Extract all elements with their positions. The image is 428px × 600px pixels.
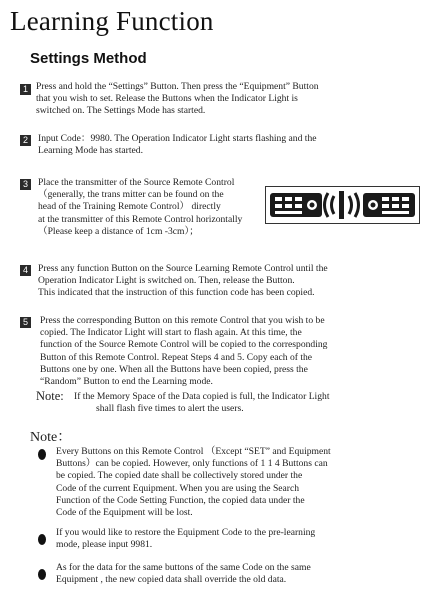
section-subtitle: Settings Method <box>30 50 147 67</box>
note-2-item-2-line: If you would like to restore the Equipment Code to the pre-learning <box>56 527 316 538</box>
step-3-line: head of the Training Remote Control） directly <box>38 201 221 213</box>
step-3-line: （generally, the trans mitter can be found on the <box>38 189 224 201</box>
step-5-line: “Random” Button to end the Learning mode. <box>40 376 213 388</box>
note-2-item-2 <box>56 527 315 551</box>
note-2-item-1-line: be copied. The copied date shall be collectively stored under the <box>56 470 303 482</box>
step-number-3: 3 <box>20 179 31 190</box>
step-5-text <box>40 315 327 388</box>
note-1-text <box>74 391 330 415</box>
note-2-item-1-line: Code of the current Equipment. When you are using the Search <box>56 482 300 494</box>
step-number-4: 4 <box>20 265 31 276</box>
note-2-label: Note： <box>30 430 72 445</box>
step-2-line: Input Code：9980. The Operation Indicator Light starts flashing and the <box>38 133 317 144</box>
step-number-1: 1 <box>20 84 31 95</box>
note-1-label: Note: <box>36 389 64 403</box>
step-number-5: 5 <box>20 317 31 328</box>
bullet-dot-icon <box>38 534 46 545</box>
bullet-dot-icon <box>38 449 46 460</box>
note-2-item-3 <box>56 562 311 586</box>
step-3-text <box>38 177 242 238</box>
step-5-line: Button of this Remote Control. Repeat Steps 4 and 5. Copy each of the <box>40 351 313 363</box>
step-3-line: at the transmitter of this Remote Control horizontally <box>38 213 243 225</box>
step-5-line: Buttons one by one. When all the Buttons have been copied, press the <box>40 363 308 375</box>
bullet-dot-icon <box>38 569 46 580</box>
page-title: Learning Function <box>10 6 214 36</box>
step-4-line: Press any function Button on the Source Learning Remote Control until the <box>38 263 328 274</box>
note-1-line: shall flash five times to alert the users. <box>96 403 244 415</box>
step-2-line: Learning Mode has started. <box>38 145 143 157</box>
step-4-line: This indicated that the instruction of this function code has been copied. <box>38 287 315 299</box>
note-2-item-1 <box>56 446 331 519</box>
note-2-item-1-line: Every Buttons on this Remote Control （Except “SET” and Equipment <box>56 446 331 457</box>
note-2-item-1-line: Code of the Equipment will be lost. <box>56 507 193 519</box>
step-4-line: Operation Indicator Light is switched on. Then, release the Button. <box>38 275 295 287</box>
step-3-line: （Please keep a distance of 1cm -3cm）； <box>38 225 199 237</box>
step-3-line: Place the transmitter of the Source Remote Control <box>38 177 235 188</box>
step-4-text <box>38 263 328 300</box>
step-number-2: 2 <box>20 135 31 146</box>
note-1-line: If the Memory Space of the Data copied is full, the Indicator Light <box>74 391 330 402</box>
remote-transmitter-illustration <box>265 186 420 224</box>
step-5-line: function of the Source Remote Control will be copied to the corresponding <box>40 339 328 351</box>
step-1-text <box>36 81 319 118</box>
note-2-item-1-line: Function of the Code Setting Function, the copied data under the <box>56 494 305 506</box>
step-2-text <box>38 133 317 157</box>
step-5-line: Press the corresponding Button on this remote Control that you wish to be <box>40 315 325 326</box>
step-1-line: switched on. The Settings Mode has started. <box>36 105 206 117</box>
step-1-line: that you wish to set. Release the Buttons when the Indicator Light is <box>36 93 298 105</box>
remote-transmitter-icon <box>266 187 419 223</box>
note-2-item-1-line: Buttons）can be copied. However, only functions of 1 1 4 Buttons can <box>56 458 328 470</box>
step-5-line: copied. The Indicator Light will start to flash again. At this time, the <box>40 327 302 339</box>
note-2-item-2-line: mode, please input 9981. <box>56 539 153 551</box>
note-2-item-3-line: As for the data for the same buttons of the same Code on the same <box>56 562 311 573</box>
step-1-line: Press and hold the “Settings” Button. Then press the “Equipment” Button <box>36 81 319 92</box>
note-2-item-3-line: Equipment , the new copied data shall override the old data. <box>56 574 287 586</box>
